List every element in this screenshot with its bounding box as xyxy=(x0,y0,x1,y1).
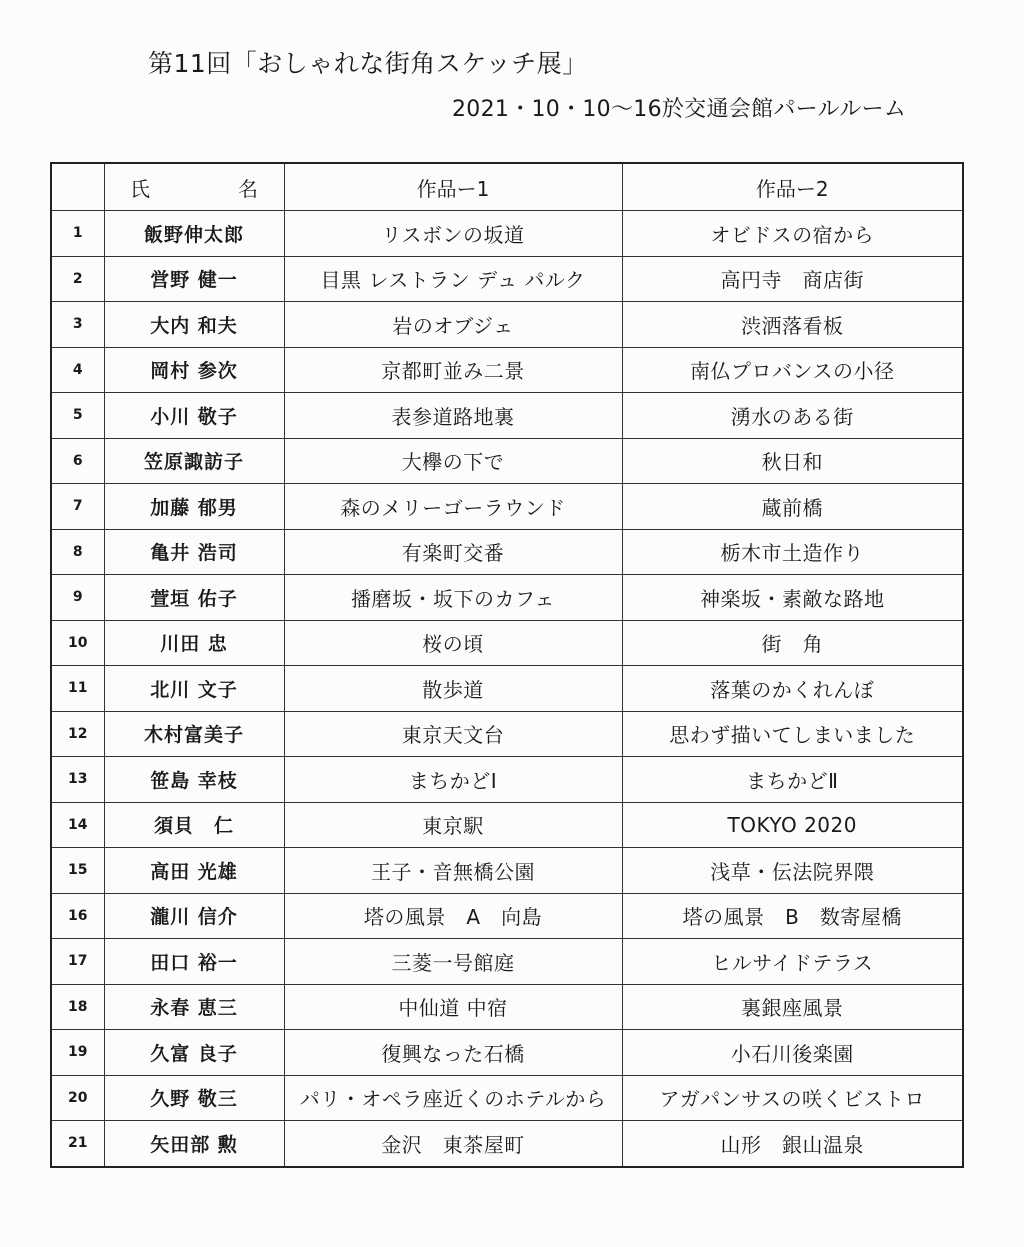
row-number: 18 xyxy=(51,984,104,1030)
exhibitor-name: 小川 敬子 xyxy=(104,393,284,439)
work-2-title: オビドスの宿から xyxy=(622,211,963,257)
work-1-title: パリ・オペラ座近くのホテルから xyxy=(284,1075,622,1121)
table-row xyxy=(51,1121,963,1167)
work-1-title: 東京天文台 xyxy=(284,711,622,757)
row-number: 13 xyxy=(51,757,104,803)
exhibitor-name: 瀧川 信介 xyxy=(104,893,284,939)
exhibitor-name: 高田 光雄 xyxy=(104,848,284,894)
work-1-title: 森のメリーゴーラウンド xyxy=(284,484,622,530)
row-number: 5 xyxy=(51,393,104,439)
row-number: 8 xyxy=(51,529,104,575)
work-2-title: アガパンサスの咲くビストロ xyxy=(622,1075,963,1121)
table-row xyxy=(51,893,963,939)
exhibitor-name: 亀井 浩司 xyxy=(104,529,284,575)
work-1-title: 東京駅 xyxy=(284,802,622,848)
event-subtitle: 2021・10・10〜16於交通会館パールルーム xyxy=(452,97,907,122)
exhibitor-name: 久富 良子 xyxy=(104,1030,284,1076)
work-1-title: 塔の風景 A 向島 xyxy=(284,893,622,939)
table-row xyxy=(51,620,963,666)
exhibitor-name: 須貝 仁 xyxy=(104,802,284,848)
table-row xyxy=(51,256,963,302)
table-body xyxy=(51,211,963,1167)
table-row xyxy=(51,1075,963,1121)
exhibitor-name: 営野 健一 xyxy=(104,256,284,302)
row-number: 9 xyxy=(51,575,104,621)
header-name-second: 名 xyxy=(238,176,258,201)
work-1-title: 目黒 レストラン デュ パルク xyxy=(284,256,622,302)
table-header-row xyxy=(51,163,963,211)
work-1-title: 京都町並み二景 xyxy=(284,347,622,393)
table-row xyxy=(51,529,963,575)
work-1-title: 有楽町交番 xyxy=(284,529,622,575)
work-2-title: 渋洒落看板 xyxy=(622,302,963,348)
table-row xyxy=(51,711,963,757)
work-2-title: 神楽坂・素敵な路地 xyxy=(622,575,963,621)
work-2-title: 思わず描いてしまいました xyxy=(622,711,963,757)
exhibitor-name: 永春 恵三 xyxy=(104,984,284,1030)
row-number: 6 xyxy=(51,438,104,484)
work-2-title: 塔の風景 B 数寄屋橋 xyxy=(622,893,963,939)
table-row xyxy=(51,575,963,621)
header-work2: 作品ー2 xyxy=(622,163,963,211)
work-1-title: 王子・音無橋公園 xyxy=(284,848,622,894)
table-row xyxy=(51,984,963,1030)
row-number: 16 xyxy=(51,893,104,939)
table-row xyxy=(51,438,963,484)
work-2-title: 街 角 xyxy=(622,620,963,666)
exhibitor-name: 北川 文子 xyxy=(104,666,284,712)
work-2-title: 秋日和 xyxy=(622,438,963,484)
table-row xyxy=(51,211,963,257)
row-number: 7 xyxy=(51,484,104,530)
table-row xyxy=(51,802,963,848)
table-row xyxy=(51,939,963,985)
work-1-title: リスボンの坂道 xyxy=(284,211,622,257)
exhibitor-name: 木村富美子 xyxy=(104,711,284,757)
exhibitor-name: 笹島 幸枝 xyxy=(104,757,284,803)
table-row xyxy=(51,757,963,803)
table-row xyxy=(51,347,963,393)
table-row xyxy=(51,302,963,348)
row-number: 4 xyxy=(51,347,104,393)
table-row xyxy=(51,393,963,439)
work-1-title: 播磨坂・坂下のカフェ xyxy=(284,575,622,621)
exhibitor-name: 矢田部 勲 xyxy=(104,1121,284,1167)
work-1-title: 表参道路地裏 xyxy=(284,393,622,439)
row-number: 2 xyxy=(51,256,104,302)
header-name xyxy=(104,163,284,211)
row-number: 21 xyxy=(51,1121,104,1167)
work-2-title: まちかどⅡ xyxy=(622,757,963,803)
work-2-title: TOKYO 2020 xyxy=(622,802,963,848)
work-2-title: 落葉のかくれんぼ xyxy=(622,666,963,712)
work-2-title: ヒルサイドテラス xyxy=(622,939,963,985)
work-2-title: 小石川後楽園 xyxy=(622,1030,963,1076)
exhibitor-name: 笠原諏訪子 xyxy=(104,438,284,484)
exhibitor-name: 萱垣 佑子 xyxy=(104,575,284,621)
work-2-title: 浅草・伝法院界隈 xyxy=(622,848,963,894)
exhibitor-name: 田口 裕一 xyxy=(104,939,284,985)
row-number: 11 xyxy=(51,666,104,712)
row-number: 10 xyxy=(51,620,104,666)
header-work1: 作品ー1 xyxy=(284,163,622,211)
table-row xyxy=(51,1030,963,1076)
work-1-title: 岩のオブジェ xyxy=(284,302,622,348)
header-name-first: 氏 xyxy=(130,176,150,201)
work-2-title: 栃木市土造作り xyxy=(622,529,963,575)
table-row xyxy=(51,666,963,712)
row-number: 12 xyxy=(51,711,104,757)
exhibitor-table xyxy=(50,162,964,1168)
row-number: 14 xyxy=(51,802,104,848)
page-title: 第11回「おしゃれな街角スケッチ展」 xyxy=(148,49,588,78)
row-number: 20 xyxy=(51,1075,104,1121)
work-2-title: 裏銀座風景 xyxy=(622,984,963,1030)
work-2-title: 南仏プロバンスの小径 xyxy=(622,347,963,393)
exhibitor-name: 久野 敬三 xyxy=(104,1075,284,1121)
table-row xyxy=(51,848,963,894)
exhibitor-name: 加藤 郁男 xyxy=(104,484,284,530)
exhibitor-name: 大内 和夫 xyxy=(104,302,284,348)
row-number: 3 xyxy=(51,302,104,348)
exhibitor-name: 岡村 参次 xyxy=(104,347,284,393)
row-number: 15 xyxy=(51,848,104,894)
work-1-title: 金沢 東茶屋町 xyxy=(284,1121,622,1167)
work-1-title: 散歩道 xyxy=(284,666,622,712)
row-number: 19 xyxy=(51,1030,104,1076)
work-2-title: 高円寺 商店街 xyxy=(622,256,963,302)
row-number: 1 xyxy=(51,211,104,257)
work-2-title: 蔵前橋 xyxy=(622,484,963,530)
table-row xyxy=(51,484,963,530)
work-1-title: 桜の頃 xyxy=(284,620,622,666)
work-1-title: 三菱一号館庭 xyxy=(284,939,622,985)
work-2-title: 山形 銀山温泉 xyxy=(622,1121,963,1167)
work-1-title: 大欅の下で xyxy=(284,438,622,484)
work-1-title: 復興なった石橋 xyxy=(284,1030,622,1076)
header-no xyxy=(51,163,104,211)
work-2-title: 湧水のある街 xyxy=(622,393,963,439)
work-1-title: まちかどⅠ xyxy=(284,757,622,803)
work-1-title: 中仙道 中宿 xyxy=(284,984,622,1030)
exhibitor-name: 飯野伸太郎 xyxy=(104,211,284,257)
row-number: 17 xyxy=(51,939,104,985)
exhibitor-name: 川田 忠 xyxy=(104,620,284,666)
